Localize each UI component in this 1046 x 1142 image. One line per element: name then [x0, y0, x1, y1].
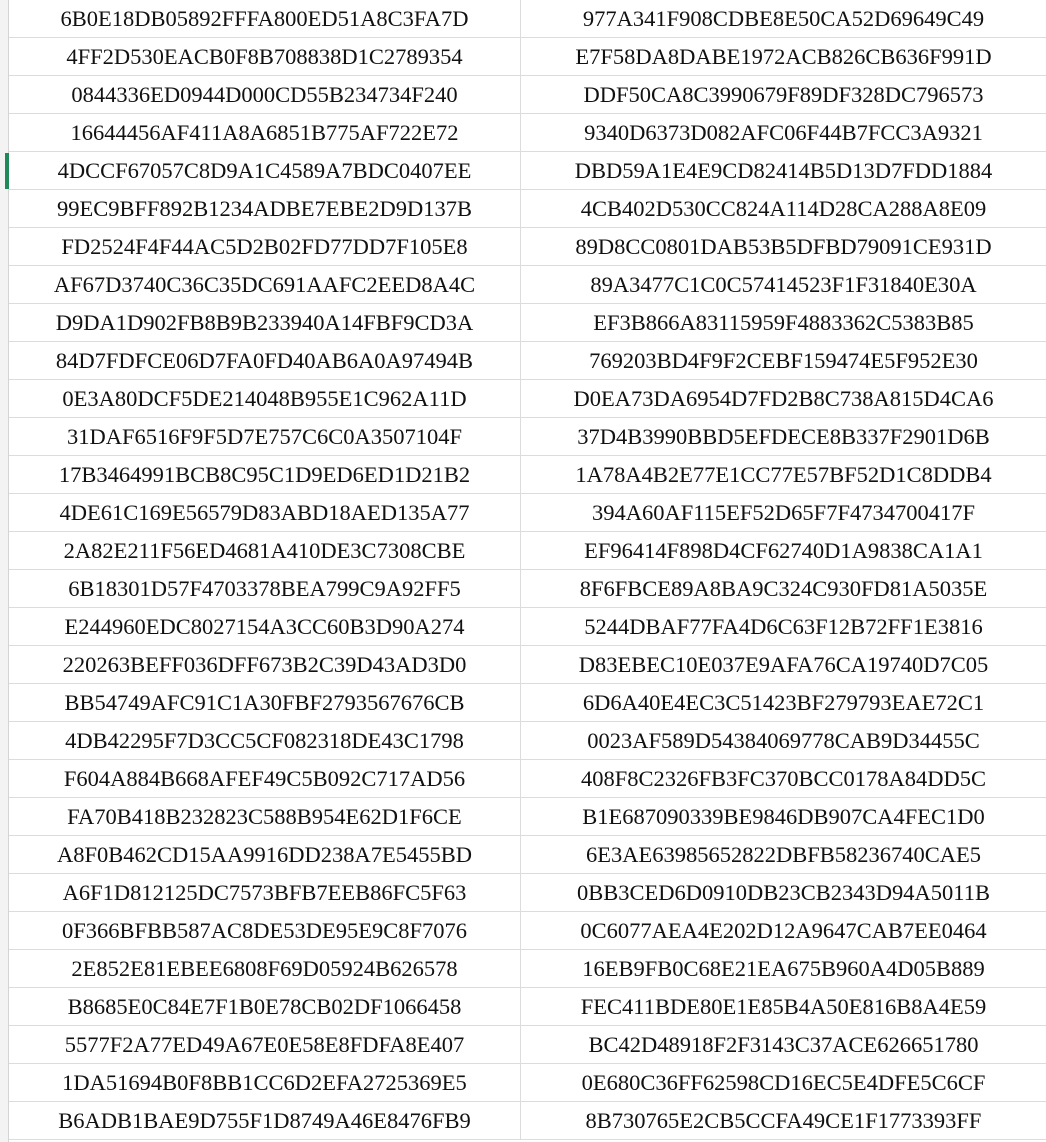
cell-column-a[interactable]: AF67D3740C36C35DC691AAFC2EED8A4C — [9, 266, 521, 303]
cell-column-b[interactable]: D83EBEC10E037E9AFA76CA19740D7C05 — [578, 651, 989, 677]
table-row — [9, 570, 1046, 608]
table-row — [9, 494, 1046, 532]
table-row — [9, 798, 1046, 836]
table-row — [9, 152, 1046, 190]
cell-column-a[interactable]: 1DA51694B0F8BB1CC6D2EFA2725369E5 — [9, 1064, 521, 1101]
table-row — [9, 0, 1046, 38]
cell-column-b[interactable]: EF3B866A83115959F4883362C5383B85 — [593, 309, 974, 335]
cell-column-b[interactable]: 16EB9FB0C68E21EA675B960A4D05B889 — [582, 955, 985, 981]
cell-column-b[interactable]: 9340D6373D082AFC06F44B7FCC3A9321 — [584, 119, 983, 145]
table-row — [9, 342, 1046, 380]
cell-column-b[interactable]: 8B730765E2CB5CCFA49CE1F1773393FF — [585, 1107, 982, 1133]
cell-column-b[interactable]: D0EA73DA6954D7FD2B8C738A815D4CA6 — [573, 385, 994, 411]
cell-column-b[interactable]: 1A78A4B2E77E1CC77E57BF52D1C8DDB4 — [575, 461, 992, 487]
cell-column-a[interactable]: FA70B418B232823C588B954E62D1F6CE — [9, 798, 521, 835]
table-row — [9, 456, 1046, 494]
cell-column-a[interactable]: 4DE61C169E56579D83ABD18AED135A77 — [9, 494, 521, 531]
cell-column-a[interactable]: A8F0B462CD15AA9916DD238A7E5455BD — [9, 836, 521, 873]
cell-column-b[interactable]: FEC411BDE80E1E85B4A50E816B8A4E59 — [580, 993, 987, 1019]
table-row — [9, 418, 1046, 456]
table-row — [9, 646, 1046, 684]
cell-column-b[interactable]: 0C6077AEA4E202D12A9647CAB7EE0464 — [580, 917, 987, 943]
cell-column-b[interactable]: 0BB3CED6D0910DB23CB2343D94A5011B — [577, 879, 990, 905]
table-row — [9, 380, 1046, 418]
cell-column-b[interactable]: 6E3AE63985652822DBFB58236740CAE5 — [585, 841, 981, 867]
cell-column-b[interactable]: 37D4B3990BBD5EFDECE8B337F2901D6B — [577, 423, 990, 449]
cell-column-a[interactable]: A6F1D812125DC7573BFB7EEB86FC5F63 — [9, 874, 521, 911]
cell-column-a[interactable]: 16644456AF411A8A6851B775AF722E72 — [9, 114, 521, 151]
table-row — [9, 1102, 1046, 1140]
cell-column-b[interactable]: 769203BD4F9F2CEBF159474E5F952E30 — [589, 347, 978, 373]
cell-column-a[interactable]: 2A82E211F56ED4681A410DE3C7308CBE — [9, 532, 521, 569]
table-row — [9, 1064, 1046, 1102]
cell-column-b[interactable]: 0E680C36FF62598CD16EC5E4DFE5C6CF — [581, 1069, 986, 1095]
cell-column-a[interactable]: 2E852E81EBEE6808F69D05924B626578 — [9, 950, 521, 987]
cell-column-a[interactable]: 99EC9BFF892B1234ADBE7EBE2D9D137B — [9, 190, 521, 227]
cell-column-b[interactable]: 6D6A40E4EC3C51423BF279793EAE72C1 — [582, 689, 985, 715]
table-row — [9, 76, 1046, 114]
cell-column-a[interactable]: 0E3A80DCF5DE214048B955E1C962A11D — [9, 380, 521, 417]
cell-column-b[interactable]: BC42D48918F2F3143C37ACE626651780 — [588, 1031, 979, 1057]
cell-column-a[interactable]: 5577F2A77ED49A67E0E58E8FDFA8E407 — [9, 1026, 521, 1063]
cell-column-a[interactable]: 0F366BFBB587AC8DE53DE95E9C8F7076 — [9, 912, 521, 949]
cell-column-b[interactable]: DBD59A1E4E9CD82414B5D13D7FDD1884 — [574, 157, 993, 183]
cell-column-a[interactable]: 6B18301D57F4703378BEA799C9A92FF5 — [9, 570, 521, 607]
cell-column-b[interactable]: 408F8C2326FB3FC370BCC0178A84DD5C — [580, 765, 987, 791]
cell-column-a[interactable]: 4DB42295F7D3CC5CF082318DE43C1798 — [9, 722, 521, 759]
cell-column-b[interactable]: 89A3477C1C0C57414523F1F31840E30A — [590, 271, 977, 297]
cell-column-b[interactable]: 8F6FBCE89A8BA9C324C930FD81A5035E — [579, 575, 988, 601]
cell-column-a[interactable]: B8685E0C84E7F1B0E78CB02DF1066458 — [9, 988, 521, 1025]
table-row — [9, 532, 1046, 570]
table-row — [9, 114, 1046, 152]
table-row — [9, 988, 1046, 1026]
table-row — [9, 608, 1046, 646]
cell-column-b[interactable]: 89D8CC0801DAB53B5DFBD79091CE931D — [575, 233, 992, 259]
cell-column-a[interactable]: FD2524F4F44AC5D2B02FD77DD7F105E8 — [9, 228, 521, 265]
cell-column-a[interactable]: 6B0E18DB05892FFFA800ED51A8C3FA7D — [9, 0, 521, 37]
cell-column-b[interactable]: E7F58DA8DABE1972ACB826CB636F991D — [575, 43, 992, 69]
cell-column-b[interactable]: 5244DBAF77FA4D6C63F12B72FF1E3816 — [584, 613, 983, 639]
cell-column-b[interactable]: DDF50CA8C3990679F89DF328DC796573 — [583, 81, 984, 107]
cell-grid — [9, 0, 1046, 1140]
table-row — [9, 836, 1046, 874]
cell-column-b[interactable]: 0023AF589D54384069778CAB9D34455C — [587, 727, 980, 753]
cell-column-a[interactable]: 17B3464991BCB8C95C1D9ED6ED1D21B2 — [9, 456, 521, 493]
table-row — [9, 874, 1046, 912]
cell-column-a[interactable]: BB54749AFC91C1A30FBF2793567676CB — [9, 684, 521, 721]
table-row — [9, 38, 1046, 76]
cell-column-a[interactable]: 4DCCF67057C8D9A1C4589A7BDC0407EE — [9, 152, 521, 189]
table-row — [9, 760, 1046, 798]
cell-column-a[interactable]: 84D7FDFCE06D7FA0FD40AB6A0A97494B — [9, 342, 521, 379]
table-row — [9, 950, 1046, 988]
cell-column-b[interactable]: 977A341F908CDBE8E50CA52D69649C49 — [582, 5, 985, 31]
table-row — [9, 722, 1046, 760]
table-row — [9, 1026, 1046, 1064]
cell-column-a[interactable]: 220263BEFF036DFF673B2C39D43AD3D0 — [9, 646, 521, 683]
cell-column-a[interactable]: 0844336ED0944D000CD55B234734F240 — [9, 76, 521, 113]
cell-column-a[interactable]: 4FF2D530EACB0F8B708838D1C2789354 — [9, 38, 521, 75]
cell-column-a[interactable]: 31DAF6516F9F5D7E757C6C0A3507104F — [9, 418, 521, 455]
cell-column-b[interactable]: B1E687090339BE9846DB907CA4FEC1D0 — [582, 803, 985, 829]
table-row — [9, 912, 1046, 950]
cell-column-a[interactable]: D9DA1D902FB8B9B233940A14FBF9CD3A — [9, 304, 521, 341]
cell-column-b[interactable]: EF96414F898D4CF62740D1A9838CA1A1 — [584, 537, 983, 563]
table-row — [9, 266, 1046, 304]
table-row — [9, 684, 1046, 722]
table-row — [9, 304, 1046, 342]
cell-column-a[interactable]: F604A884B668AFEF49C5B092C717AD56 — [9, 760, 521, 797]
cell-column-b[interactable]: 394A60AF115EF52D65F7F4734700417F — [592, 499, 975, 525]
table-row — [9, 228, 1046, 266]
cell-column-a[interactable]: B6ADB1BAE9D755F1D8749A46E8476FB9 — [9, 1102, 521, 1139]
cell-column-a[interactable]: E244960EDC8027154A3CC60B3D90A274 — [9, 608, 521, 645]
cell-column-b[interactable]: 4CB402D530CC824A114D28CA288A8E09 — [580, 195, 987, 221]
table-row — [9, 190, 1046, 228]
